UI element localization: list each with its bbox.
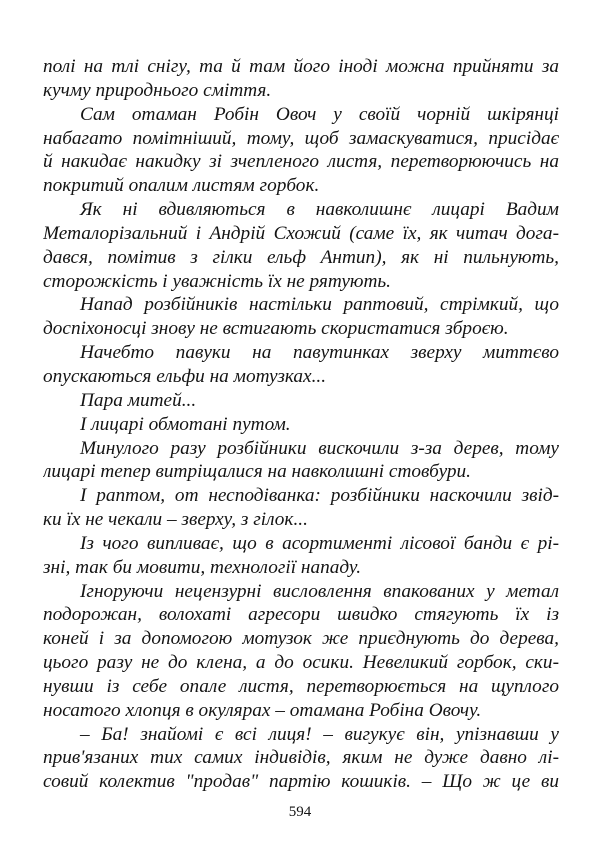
text-line: Металорізальний і Андрій Схожий (саме їх, як читач дога- xyxy=(43,222,559,244)
text-line: – Ба! знайомі є всі лиця! – вигукує він, упізнавши у xyxy=(80,723,559,745)
text-line: Сам отаман Робін Овоч у своїй чорній шкірянці xyxy=(80,103,559,125)
text-line: Як ні вдивляються в навколишнє лицарі Вадим xyxy=(80,199,559,221)
text-line: Минулого разу розбійники вискочили з-за дерев, тому xyxy=(80,437,559,459)
text-line: Ігноруючи нецензурні висловлення впакованих у метал xyxy=(80,580,559,602)
text-line: полі на тлі снігу, та й там його іноді можна прийняти за xyxy=(43,56,559,77)
text-line: носатого хлопця в окулярах – отамана Робіна Овочу. xyxy=(43,699,482,721)
text-line: прив'язаних тих самих індивідів, яким не дуже давно лі- xyxy=(43,747,559,769)
text-line: доспіхоносці знову не встигають скористатися зброєю. xyxy=(43,318,509,340)
text-line: сторожкість і уважність їх не рятують. xyxy=(43,270,392,292)
text-line: набагато помітніший, тому, щоб замаскуватися, присідає xyxy=(43,127,559,149)
text-line: подорожан, волохаті агресори швидко стягують їх із xyxy=(43,604,559,626)
text-line: дався, помітив з гілки ельф Антип), як ні пильнують, xyxy=(43,246,559,268)
text-line: зні, так би мовити, технології нападу. xyxy=(43,556,362,578)
text-line: ки їх не чекали – зверху, з гілок... xyxy=(43,509,308,531)
text-line: цього разу не до клена, а до осики. Невеликий горбок, ски- xyxy=(43,652,559,674)
book-page-text xyxy=(43,55,559,835)
page-number: 594 xyxy=(288,804,312,820)
text-line: Напад розбійників настільки раптовий, стрімкий, що xyxy=(80,294,559,316)
text-line: совий колектив "продав" партію кошиків. – Що ж це ви xyxy=(43,771,559,793)
text-line: й накидає накидку зі зчепленого листя, перетворюючись на xyxy=(43,151,559,173)
text-line: опускаються ельфи на мотузках... xyxy=(43,365,327,387)
text-line: І раптом, от несподіванка: розбійники наскочили звід- xyxy=(80,485,559,507)
text-line: І лицарі обмотані путом. xyxy=(80,413,291,435)
text-line: Із чого випливає, що в асортименті лісової банди є рі- xyxy=(80,532,559,554)
text-line: покритий опалим листям горбок. xyxy=(43,175,320,197)
text-line: Начебто павуки на павутинках зверху миттєво xyxy=(80,342,559,364)
text-line: Пара митей... xyxy=(80,389,197,411)
text-line: коней і за допомогою мотузок же приєднують до дерева, xyxy=(43,628,559,650)
text-line: кучму природнього сміття. xyxy=(43,79,272,101)
text-line: нувши із себе опале листя, перетворюється на щуплого xyxy=(43,675,559,697)
text-line: лицарі тепер витріщалися на навколишні стовбури. xyxy=(43,461,471,483)
